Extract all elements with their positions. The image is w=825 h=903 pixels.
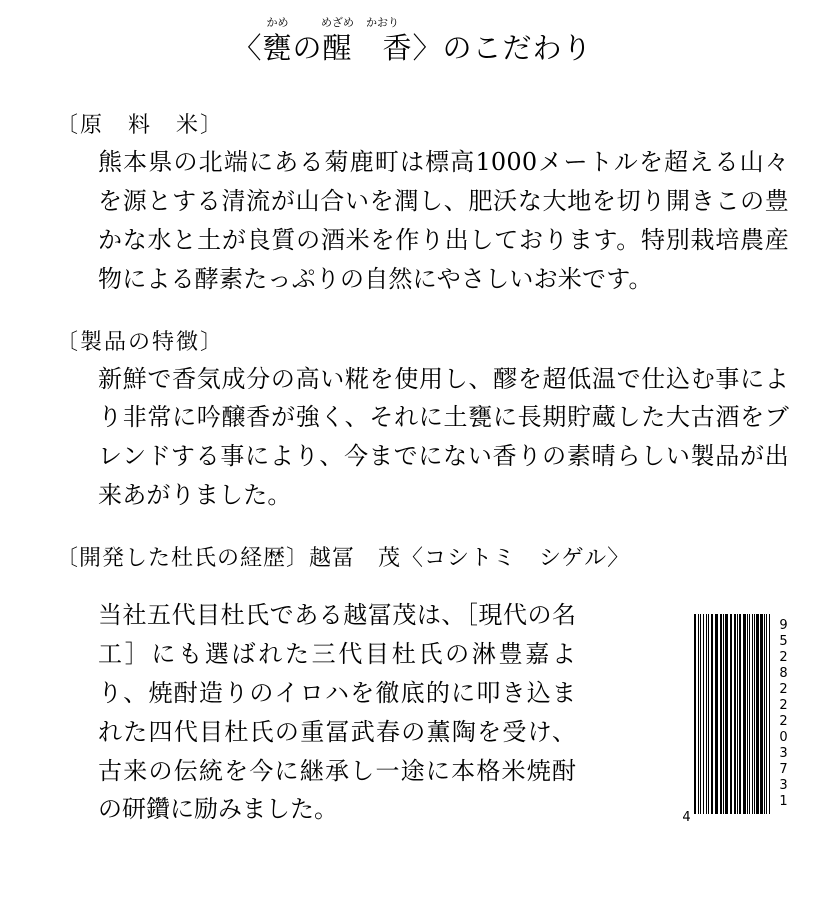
section-body: [56, 360, 789, 516]
section-heading: 〔原 料 米〕: [56, 108, 789, 139]
section-body: [56, 143, 789, 299]
title-close-bracket: 〉: [413, 31, 443, 65]
section-body: [56, 596, 576, 829]
barcode-block: [677, 614, 797, 846]
section-product-features: [0, 325, 825, 516]
title-open-bracket: 〈: [232, 31, 262, 65]
title-text: [232, 26, 592, 67]
barcode-leading-digit: 4: [679, 810, 694, 825]
barcode-digits: 952822203731: [777, 618, 790, 810]
section-heading: 〔製品の特徴〕: [56, 325, 789, 356]
document-page: [0, 26, 825, 903]
ruby-mezame: めざめ 醒: [322, 32, 352, 65]
section-ingredient-rice: [0, 108, 825, 299]
section-paragraph: 新鮮で香気成分の高い糀を使用し、醪を超低温で仕込む事により非常に吟醸香が強く、それに土甕に長期貯蔵した大古酒をブレンドする事により、今までにない香りの素晴らしい製品が出来あがりました。: [98, 360, 789, 516]
section-paragraph: 熊本県の北端にある菊鹿町は標高1000メートルを超える山々を源とする清流が山合いを潤し、肥沃な大地を切り開きこの豊かな水と土が良質の酒米を作り出しております。特別栽培農産物による酵素たっぷりの自然にやさしいお米です。: [98, 143, 789, 299]
ruby-kaori: かおり 香: [353, 32, 413, 65]
ruby-kame: かめ 甕: [262, 32, 292, 65]
section-paragraph: 当社五代目杜氏である越冨茂は、［現代の名工］にも選ばれた三代目杜氏の淋豊嘉より、焼酎造りのイロハを徹底的に叩き込まれた四代目杜氏の重冨武春の薫陶を受け、古来の伝統を今に継承し一途に本格米焼酎の研鑽に励みました。: [98, 596, 576, 829]
page-title: [0, 26, 825, 86]
barcode-image: [693, 614, 771, 814]
ruby-no: の: [292, 32, 322, 65]
title-suffix: のこだわり: [443, 31, 593, 65]
section-heading: 〔開発した杜氏の経歴〕越冨 茂〈コシトミ シゲル〉: [56, 541, 789, 572]
